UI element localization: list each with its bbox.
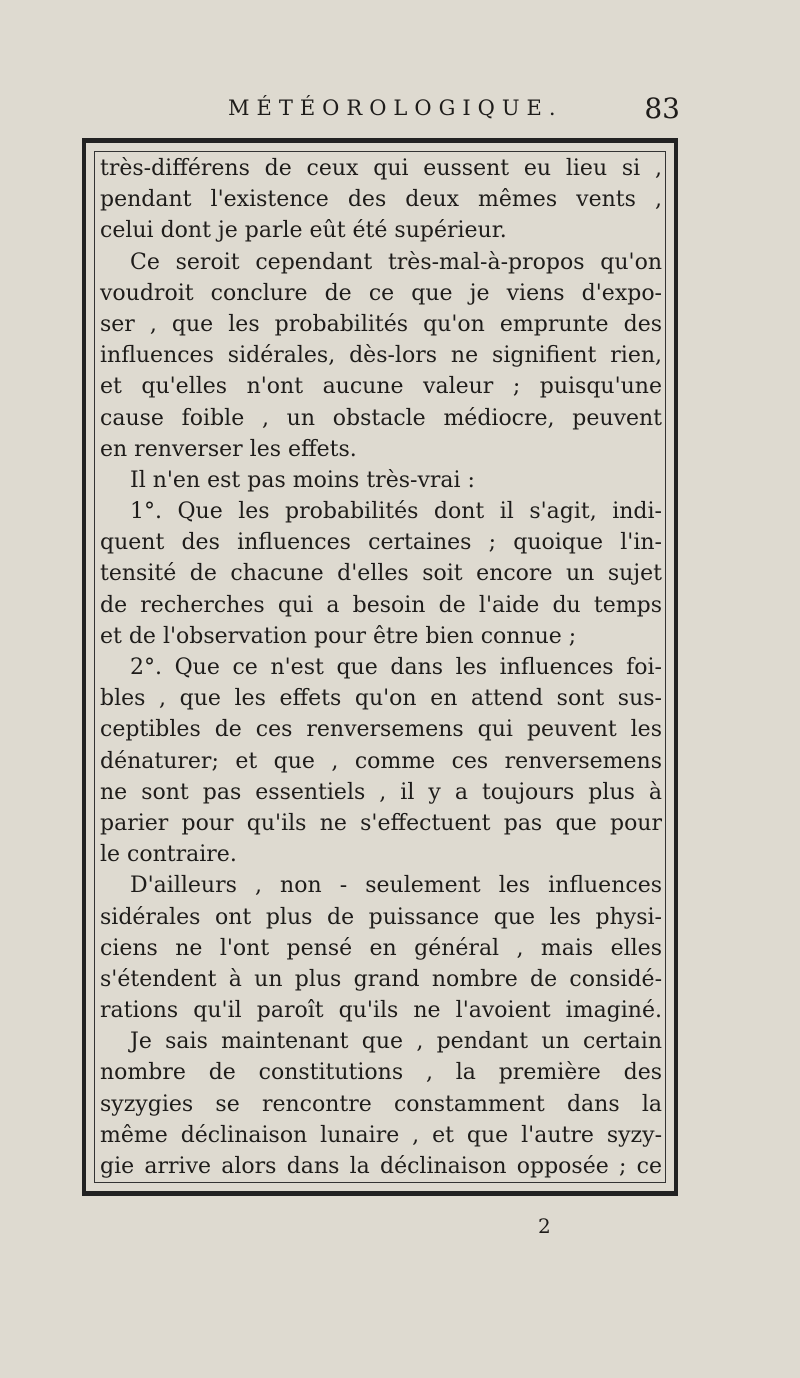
text-line: tensité de chacune d'elles soit encore un sujet [100, 561, 662, 587]
text-line: ciens ne l'ont pensé en général , mais elles [100, 935, 662, 961]
text-line: pendant l'existence des deux mêmes vents , [100, 187, 662, 213]
text-line: influences sidérales, dès-lors ne signifient rien, [100, 343, 662, 369]
text-line: syzygies se rencontre constamment dans la [100, 1091, 662, 1117]
text-line: gie arrive alors dans la déclinaison opposée ; ce [100, 1154, 662, 1179]
signature-mark: 2 [538, 1214, 551, 1238]
text-line: sidérales ont plus de puissance que les physi- [100, 904, 662, 930]
text-line: en renverser les effets. [100, 436, 357, 462]
page-number: 83 [644, 92, 680, 125]
text-line: cause foible , un obstacle médiocre, peuvent [100, 405, 662, 431]
text-line: et de l'observation pour être bien connue ; [100, 623, 577, 649]
running-title: MÉTÉOROLOGIQUE. [228, 96, 563, 120]
text-line: de recherches qui a besoin de l'aide du temps [100, 592, 662, 618]
text-line: même déclinaison lunaire , et que l'autre syzy- [100, 1122, 662, 1148]
text-line: nombre de constitutions , la première des [100, 1060, 662, 1086]
text-line: ne sont pas essentiels , il y a toujours plus à [100, 779, 662, 805]
text-line: Je sais maintenant que , pendant un certain [130, 1029, 662, 1055]
text-line: le contraire. [100, 842, 237, 868]
text-line: dénaturer; et que , comme ces renversemens [100, 748, 662, 774]
text-line: D'ailleurs , non - seulement les influences [130, 873, 662, 899]
text-line: très-différens de ceux qui eussent eu lieu si , [100, 156, 662, 181]
text-line: et qu'elles n'ont aucune valeur ; puisqu'une [100, 374, 662, 400]
text-line: celui dont je parle eût été supérieur. [100, 218, 507, 244]
text-line: bles , que les effets qu'on en attend sont sus- [100, 686, 662, 712]
text-line: Il n'en est pas moins très-vrai : [130, 467, 475, 493]
text-line: rations qu'il paroît qu'ils ne l'avoient imaginé. [100, 998, 662, 1024]
text-line: ceptibles de ces renversemens qui peuvent les [100, 717, 662, 743]
body-text [100, 153, 662, 1182]
text-line: s'étendent à un plus grand nombre de considé- [100, 966, 662, 992]
text-line: 1°. Que les probabilités dont il s'agit, indi- [130, 499, 662, 525]
text-line: Ce seroit cependant très-mal-à-propos qu'on [130, 249, 662, 275]
text-line: voudroit conclure de ce que je viens d'expo- [100, 280, 662, 306]
text-line: 2°. Que ce n'est que dans les influences foi- [130, 655, 662, 680]
text-line: parier pour qu'ils ne s'effectuent pas que pour [100, 810, 662, 836]
text-line: ser , que les probabilités qu'on emprunte des [100, 311, 662, 337]
text-line: quent des influences certaines ; quoique l'in- [100, 530, 662, 556]
running-head [80, 92, 680, 132]
